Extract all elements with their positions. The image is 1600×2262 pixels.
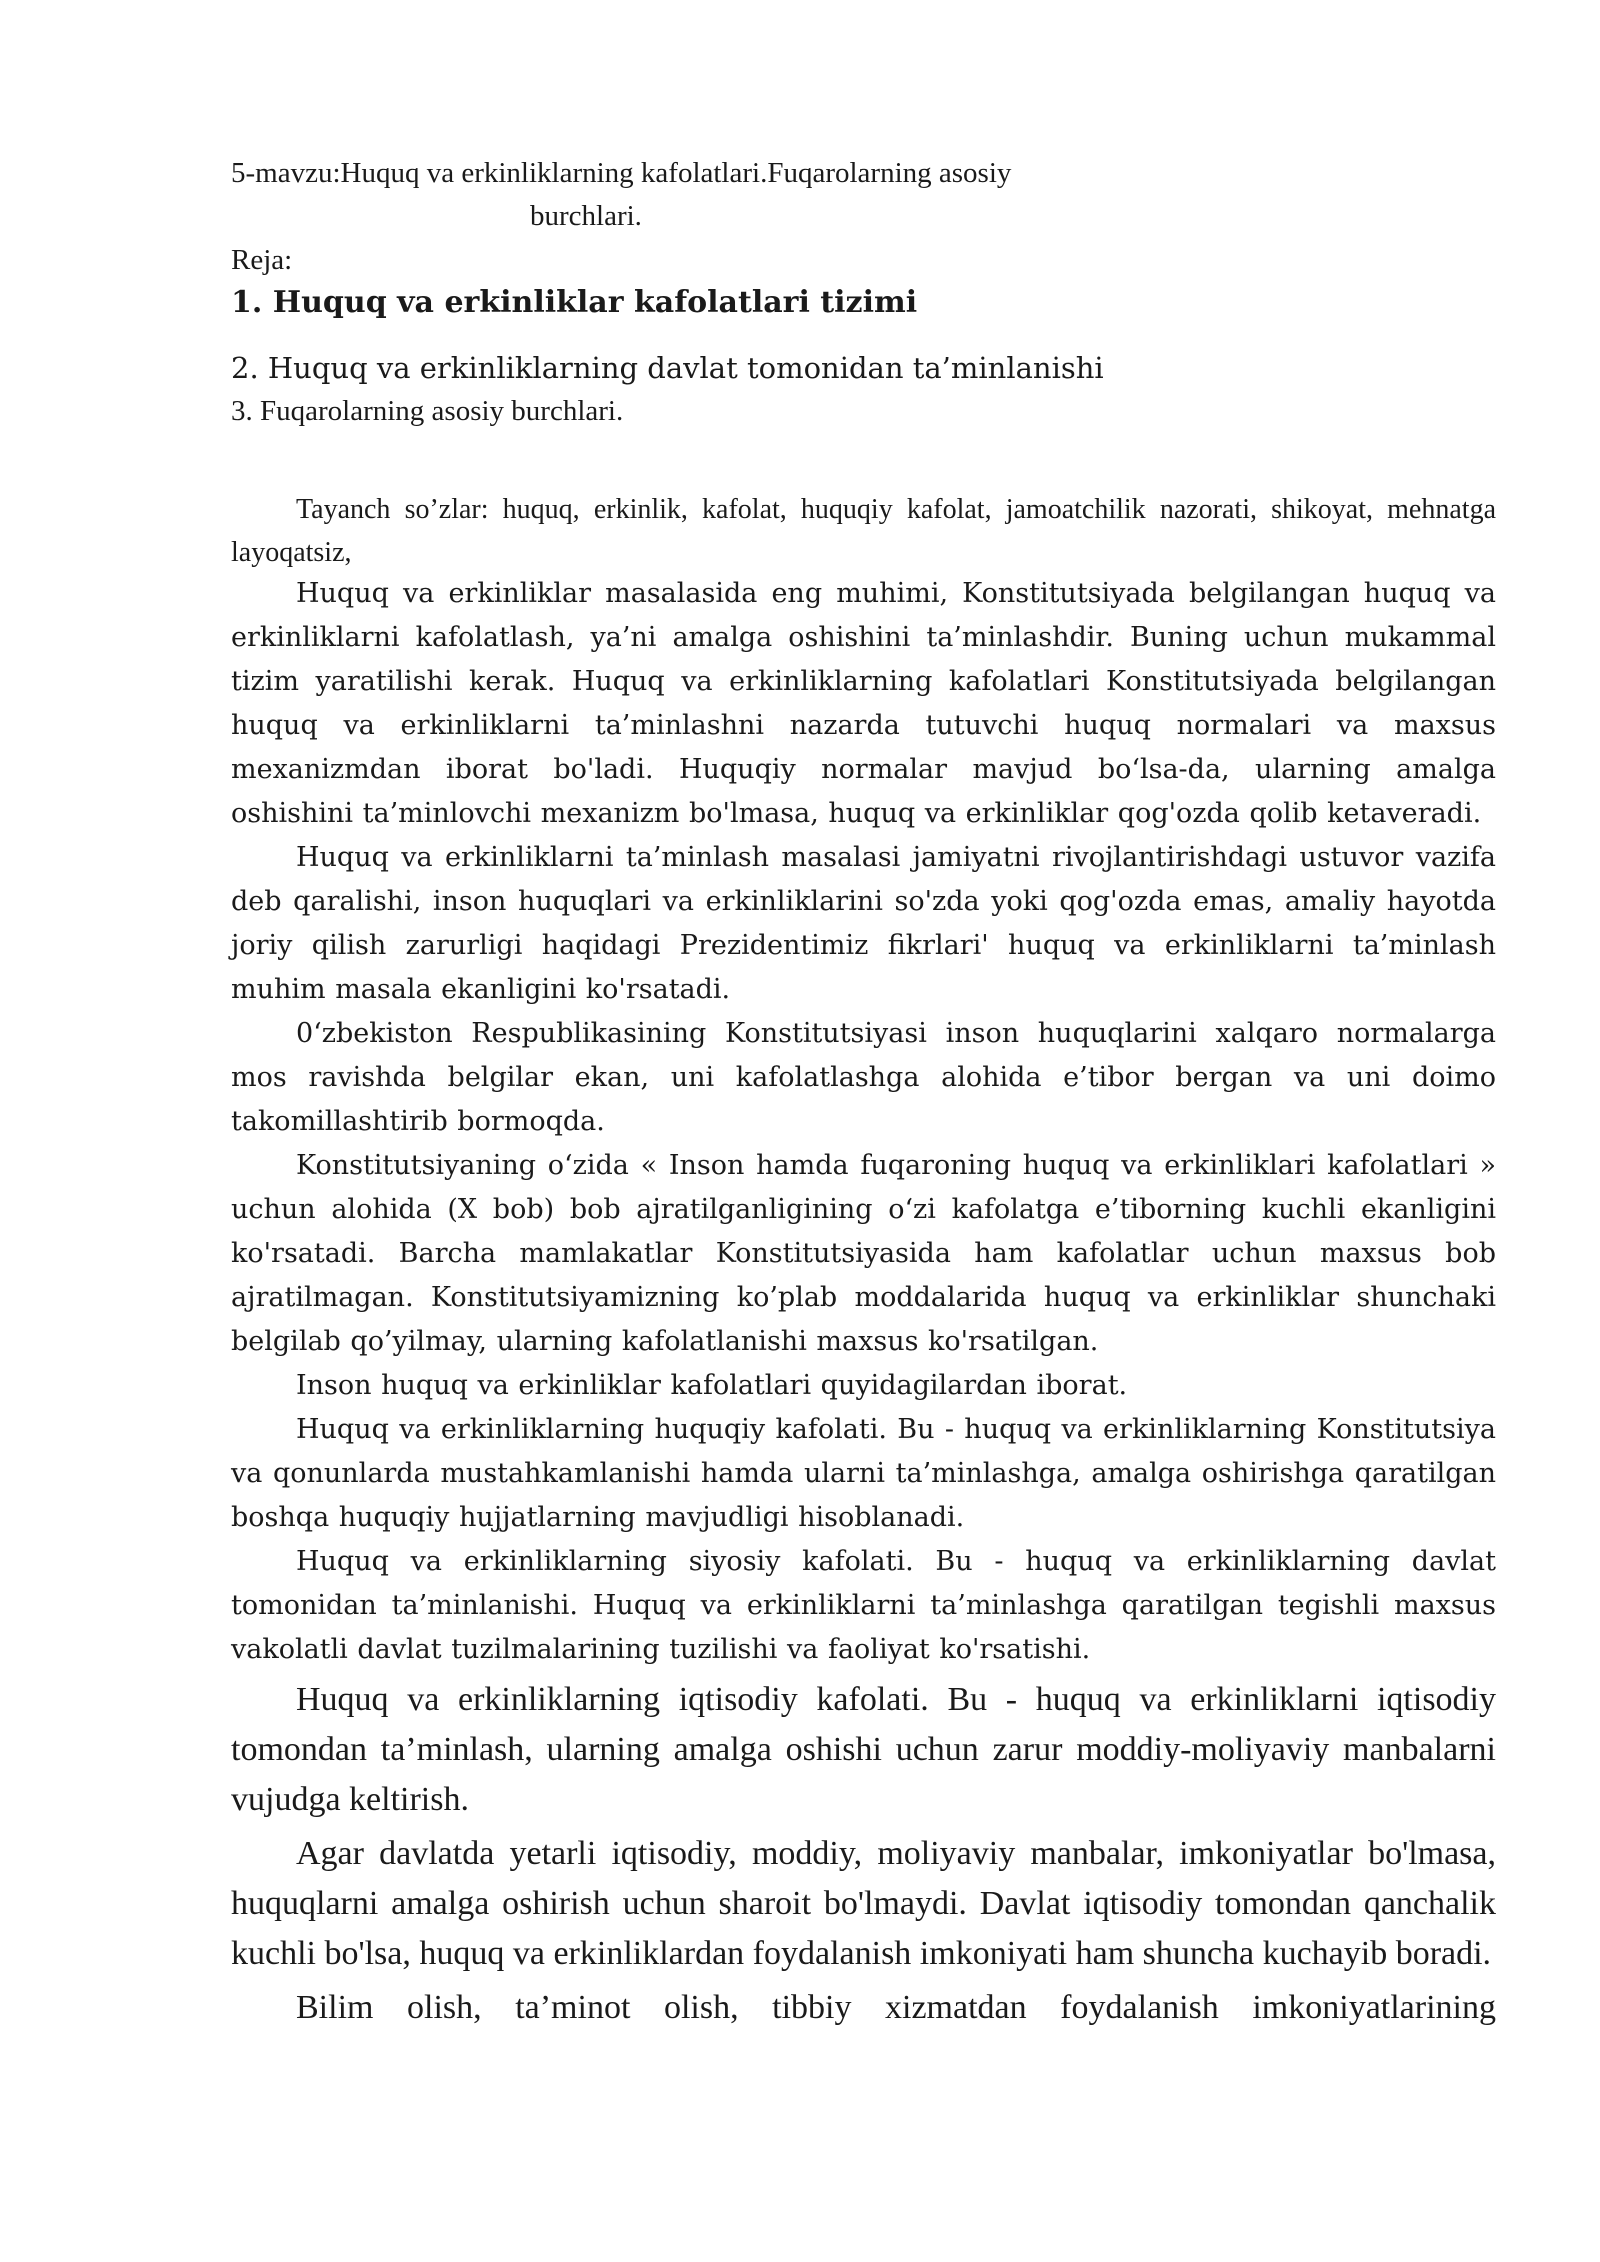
plan-heading: Reja:	[231, 244, 293, 276]
body-paragraph-large: Agar davlatda yetarli iqtisodiy, moddiy, moliyaviy manbalar, imkoniyatlar bo'lmasa, huquqlarni amalga oshirish uchun sharoit bo'lmaydi. Davlat iqtisodiy tomondan qanchalik kuchli bo'lsa, huquq va erkinliklardan foydalanish imkoniyati ham shuncha kuchayib boradi.	[231, 1835, 1496, 1972]
document-title-line-2: burchlari.	[530, 200, 642, 232]
body-paragraph-large: Bilim olish, ta’minot olish, tibbiy xizmatdan foydalanish imkoniyatlarining	[296, 1989, 1496, 2026]
plan-item-1: 1. Huquq va erkinliklar kafolatlari tizimi	[231, 285, 918, 320]
plan-item-3: 3. Fuqarolarning asosiy burchlari.	[231, 395, 624, 427]
body-paragraph: Inson huquq va erkinliklar kafolatlari quyidagilardan iborat.	[296, 1370, 1128, 1401]
document-title-line-1: 5-mavzu:Huquq va erkinliklarning kafolatlari.Fuqarolarning asosiy	[231, 157, 1012, 189]
body-section-large	[231, 1675, 1496, 2037]
plan-item-2: 2. Huquq va erkinliklarning davlat tomonidan ta’minlanishi	[231, 351, 1104, 385]
body-paragraph: 0‘zbekiston Respublikasining Konstitutsiyasi inson huquqlarini xalqaro normalarga mos ravishda belgilar ekan, uni kafolatlashga alohida e’tibor bergan va uni doimo takomillashtirib bormoqda.	[231, 1018, 1496, 1137]
body-paragraph: Konstitutsiyaning o‘zida « Inson hamda fuqaroning huquq va erkinliklari kafolatlari » uchun alohida (X bob) bob ajratilganligining o‘zi kafolatga e’tiborning kuchli ekanligini ko'rsatadi. Barcha mamlakatlar Konstitutsiyasida ham kafolatlar uchun maxsus bob ajratilmagan. Konstitutsiyamizning ko’plab moddalarida huquq va erkinliklar shunchaki belgilab qo’yilmay, ularning kafolatlanishi maxsus ko'rsatilgan.	[231, 1150, 1496, 1357]
keywords-paragraph: Tayanch so’zlar: huquq, erkinlik, kafolat, huquqiy kafolat, jamoatchilik nazorati, shikoyat, mehnatga layoqatsiz,	[231, 494, 1496, 568]
body-paragraph: Huquq va erkinliklarni ta’minlash masalasi jamiyatni rivojlantirishdagi ustuvor vazifa deb qaralishi, inson huquqlari va erkinliklarini so'zda yoki qog'ozda emas, amaliy hayotda joriy qilish zarurligi haqidagi Prezidentimiz fikrlari' huquq va erkinliklarni ta’minlash muhim masala ekanligini ko'rsatadi.	[231, 842, 1496, 1005]
body-paragraph-large: Huquq va erkinliklarning iqtisodiy kafolati. Bu - huquq va erkinliklarni iqtisodiy tomondan ta’minlash, ularning amalga oshishi uchun zarur moddiy-moliyaviy manbalarni vujudga keltirish.	[231, 1681, 1496, 1818]
body-paragraph: Huquq va erkinliklarning siyosiy kafolati. Bu - huquq va erkinliklarning davlat tomonidan ta’minlanishi. Huquq va erkinliklarni ta’minlashga qaratilgan tegishli maxsus vakolatli davlat tuzilmalarining tuzilishi va faoliyat ko'rsatishi.	[231, 1546, 1496, 1665]
body-section-small	[231, 572, 1496, 1672]
body-paragraph: Huquq va erkinliklar masalasida eng muhimi, Konstitutsiyada belgilangan huquq va erkinliklarni kafolatlash, ya’ni amalga oshishini ta’minlashdir. Buning uchun mukammal tizim yaratilishi kerak. Huquq va erkinliklarning kafolatlari Konstitutsiyada belgilangan huquq va erkinliklarni ta’minlashni nazarda tutuvchi huquq normalari va maxsus mexanizmdan iborat bo'ladi. Huquqiy normalar mavjud bo‘lsa-da, ularning amalga oshishini ta’minlovchi mexanizm bo'lmasa, huquq va erkinliklar qog'ozda qolib ketaveradi.	[231, 578, 1496, 829]
body-paragraph: Huquq va erkinliklarning huquqiy kafolati. Bu - huquq va erkinliklarning Konstitutsiya va qonunlarda mustahkamlanishi hamda ularni ta’minlashga, amalga oshirishga qaratilgan boshqa huquqiy hujjatlarning mavjudligi hisoblanadi.	[231, 1414, 1496, 1533]
